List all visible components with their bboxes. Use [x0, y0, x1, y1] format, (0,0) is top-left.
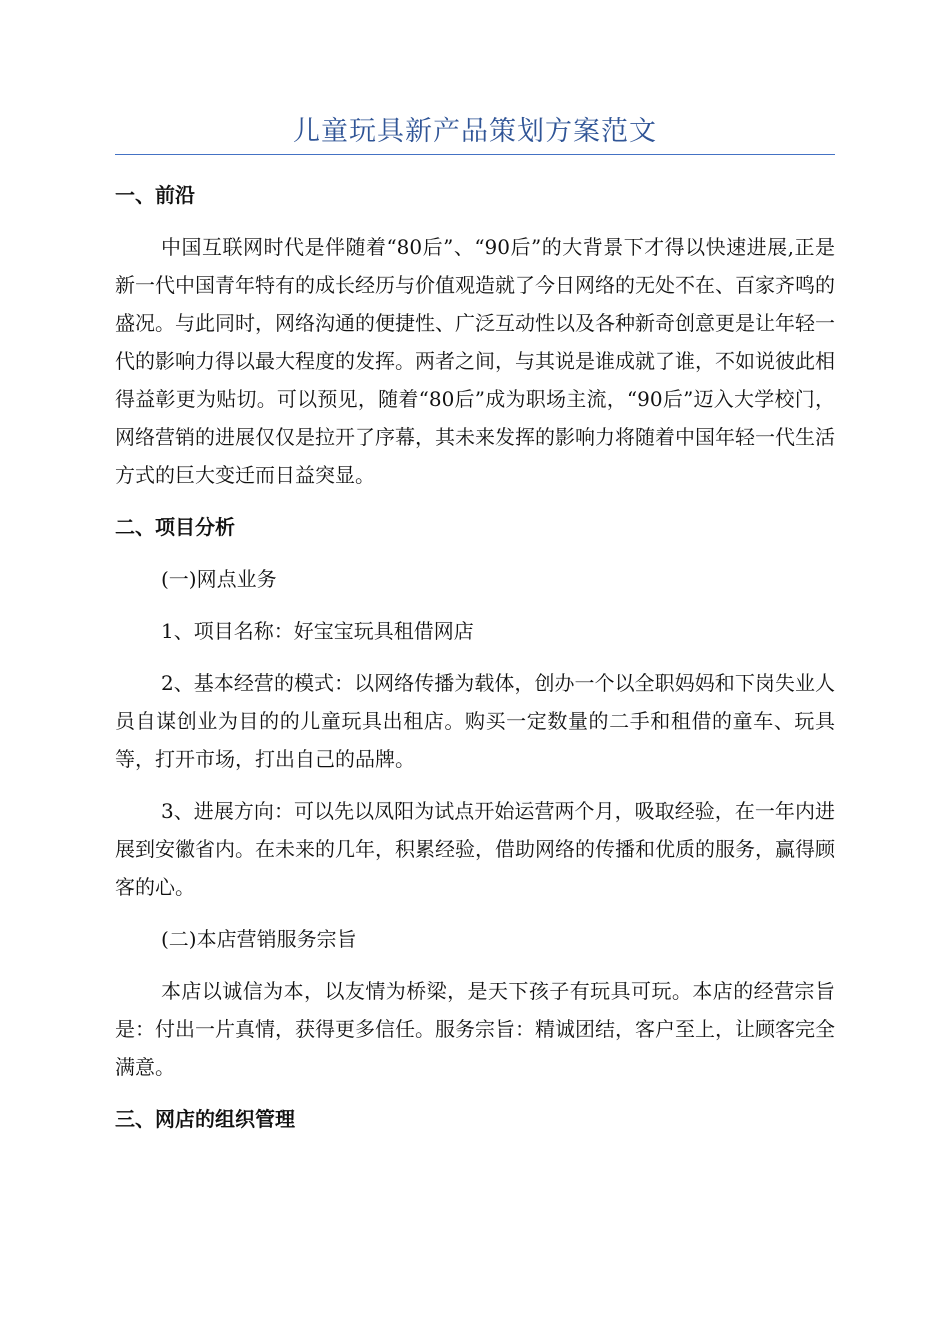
- subsection-heading-service-tenet: (二)本店营销服务宗旨: [161, 927, 357, 951]
- section-heading-3: 三、网店的组织管理: [115, 1107, 295, 1131]
- document-title: 儿童玩具新产品策划方案范文: [293, 116, 657, 147]
- section-heading-2: 二、项目分析: [115, 515, 235, 539]
- paragraph-service-tenet: 本店以诚信为本，以友情为桥梁，是天下孩子有玩具可玩。本店的经营宗旨是：付出一片真情，获得更多信任。服务宗旨：精诚团结，客户至上，让顾客完全满意。: [115, 979, 835, 1079]
- paragraph-preface: 中国互联网时代是伴随着“80后”、“90后”的大背景下才得以快速进展,正是新一代中国青年特有的成长经历与价值观造就了今日网络的无处不在、百家齐鸣的盛况。与此同时，网络沟通的便捷性、广泛互动性以及各种新奇创意更是让年轻一代的影响力得以最大程度的发挥。两者之间，与其说是谁成就了谁，不如说彼此相得益彰更为贴切。可以预见，随着“80后”成为职场主流，“90后”迈入大学校门，网络营销的进展仅仅是拉开了序幕，其未来发挥的影响力将随着中国年轻一代生活方式的巨大变迁而日益突显。: [115, 235, 835, 487]
- document-body: [115, 176, 835, 1152]
- subsection-heading-outlet-business: (一)网点业务: [161, 567, 277, 591]
- section-heading-1: 一、前沿: [115, 183, 195, 207]
- title-underline: [115, 154, 835, 155]
- paragraph-project-name: 1、项目名称：好宝宝玩具租借网店: [161, 619, 474, 643]
- paragraph-business-model: 2、基本经营的模式：以网络传播为载体，创办一个以全职妈妈和下岗失业人员自谋创业为目的的儿童玩具出租店。购买一定数量的二手和租借的童车、玩具等，打开市场，打出自己的品牌。: [115, 671, 835, 771]
- paragraph-development-direction: 3、进展方向：可以先以凤阳为试点开始运营两个月，吸取经验，在一年内进展到安徽省内。在未来的几年，积累经验，借助网络的传播和优质的服务，赢得顾客的心。: [115, 799, 835, 899]
